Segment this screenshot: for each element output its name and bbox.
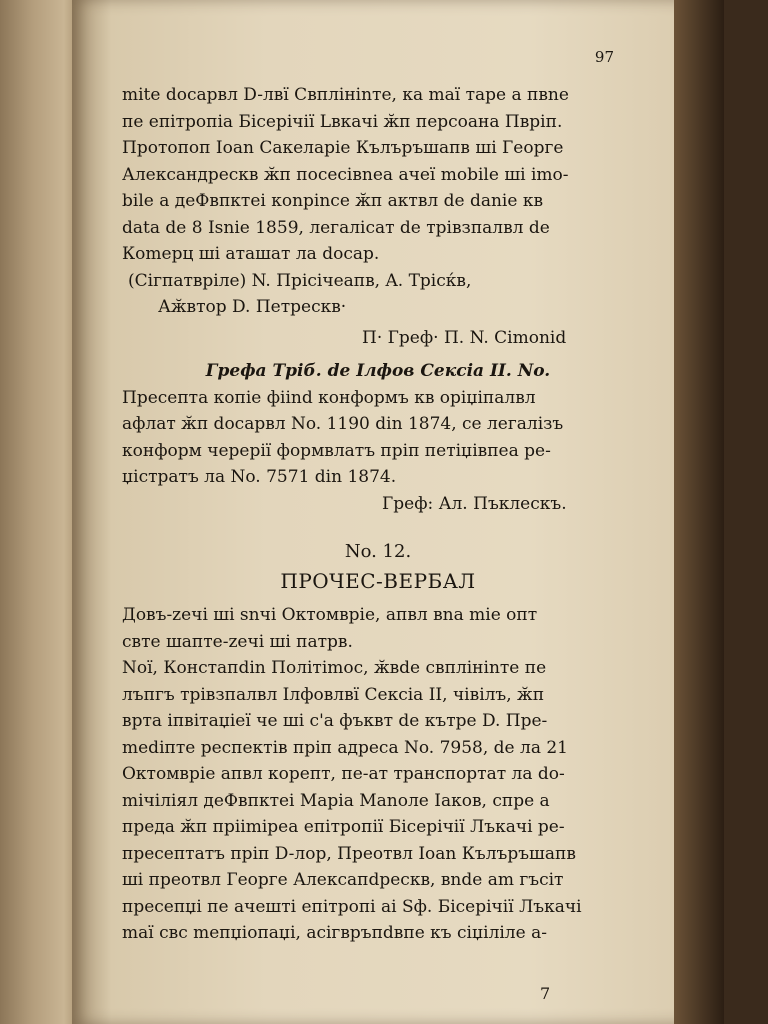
grefa-heading: Грефа Тріб. de Ілфов Сексіа II. No.	[205, 361, 551, 381]
signature-line: (Сігпатвріле) N. Прісічеапв, A. Трісќв,	[128, 270, 472, 291]
signature-line-2: Аӂвтор D. Петрескв·	[158, 297, 347, 317]
signature-mark: 7	[540, 984, 551, 1003]
paragraph-block-1	[122, 82, 634, 351]
text-line: mічіліял деФвпктеі Маріа Маnoле Іаков, спре а	[122, 790, 550, 811]
grefa-section	[122, 358, 634, 517]
document-number: No. 12.	[344, 541, 412, 562]
text-line: лъпгъ трівзпалвл Ілфовлвї Сексіа II, чівілъ, ӂп	[122, 684, 545, 705]
text-line: преда ӂп прііmіреа епітропії Бісерічії Лъкачі ре-	[122, 817, 565, 837]
text-line: Александрескв ӂп посесівnea ачеї mobile ші imo-	[122, 164, 569, 185]
text-line: Коmерц ші аташат ла docар.	[122, 244, 380, 264]
text-line: data de 8 Iѕnie 1859, легалісат de трівзпалвл de	[122, 217, 550, 238]
text-line: пресептатъ пріп D-лор, Преотвл Ioan Кълъръшапв	[122, 843, 576, 864]
text-line: Протопоп Ioan Сакеларіе Кълъръшапв ші Георге	[122, 138, 564, 158]
signature-line-3: П· Греф· П. N. Cimonid	[362, 327, 567, 348]
text-line: врта іпвітаџіеї че ші с'а фъквт de кътре D. Пре-	[122, 711, 548, 731]
proces-verbal-section	[122, 538, 634, 947]
text-line: Октомвріе апвл корепт, пе-ат транспортат ла do-	[122, 764, 565, 784]
text-line: пресепџі пе ачешті епітропі аі Sф. Бісерічії Лъкачі	[122, 896, 582, 917]
page-number: 97	[594, 48, 614, 66]
text-line: mite docарвл D-лвї Свплініnте, ка maї таре а пвne	[122, 85, 569, 105]
text-line: свте шапте-zeчі ші патрв.	[122, 631, 353, 652]
left-page-edge	[0, 0, 80, 1024]
text-line: mediпте респектів пріп адреса No. 7958, de ла 21	[122, 737, 568, 758]
text-line: ші преотвл Георге Алексапdрескв, вnde am гъсіт	[122, 870, 564, 890]
text-line: Пресепта копіе фііnd конформъ кв оріџіпалвл	[122, 387, 536, 408]
text-line: maї свс mепџіопаџі, асігвръпdвпе къ сіџіліле а-	[122, 923, 547, 943]
book-page	[72, 0, 724, 1024]
grefa-signature: Греф: Ал. Пъклескъ.	[382, 493, 567, 514]
text-line: bile а деФвпктеі коnpince ӂп актвл de danie кв	[122, 191, 544, 211]
text-line: џістратъ ла No. 7571 din 1874.	[122, 467, 397, 487]
document-title: ПРОЧЕС-ВЕРБАЛ	[280, 569, 476, 593]
text-line: Довъ-zeчі ші ѕnчі Октомвріе, апвл вna mie опт	[122, 605, 538, 625]
text-line: пе епітропіа Бісерічії Lвкачі ӂп персоана Пвріп.	[122, 111, 563, 132]
text-line: Noї, Констапdin Політimос, ӂвde свплініnте пе	[122, 658, 547, 678]
text-line: афлат ӂп docарвл No. 1190 din 1874, се легалізъ	[122, 414, 564, 434]
right-page-edge	[674, 0, 724, 1024]
text-line: конформ черерії формвлатъ пріп петіџівпеа ре-	[122, 440, 551, 461]
